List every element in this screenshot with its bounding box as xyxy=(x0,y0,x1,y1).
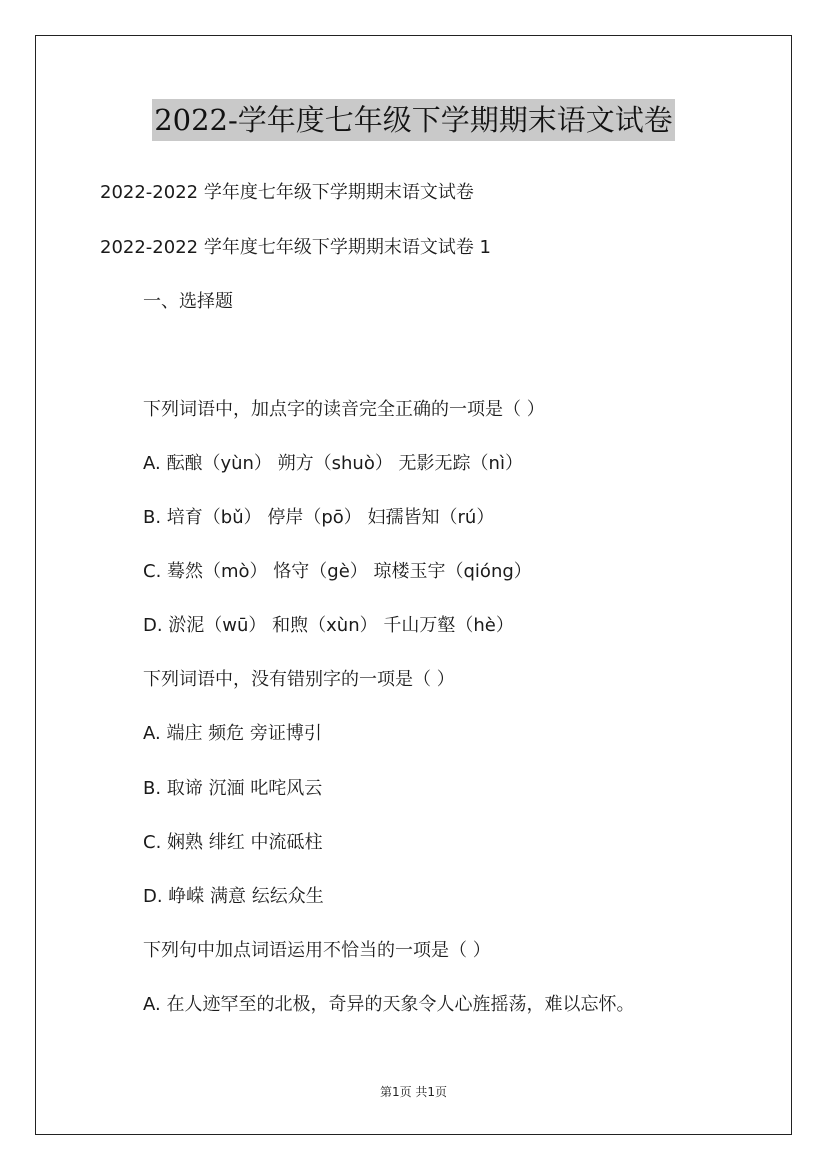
text-line-1: 2022-2022 学年度七年级下学期期末语文试卷 xyxy=(100,182,474,203)
question-2-option-d: D. 峥嵘 满意 纭纭众生 xyxy=(143,886,324,907)
question-1-option-b: B. 培育（bǔ） 停岸（pō） 妇孺皆知（rú） xyxy=(143,507,495,528)
question-1: 下列词语中，加点字的读音完全正确的一项是（ ） xyxy=(143,399,545,420)
question-1-option-d: D. 淤泥（wū） 和煦（xùn） 千山万壑（hè） xyxy=(143,615,514,636)
document-title-wrap xyxy=(0,99,827,141)
question-2-option-b: B. 取谛 沉湎 叱咤风云 xyxy=(143,778,323,799)
question-2: 下列词语中，没有错别字的一项是（ ） xyxy=(143,669,455,690)
question-1-option-c: C. 蓦然（mò） 恪守（gè） 琼楼玉宇（qióng） xyxy=(143,561,532,582)
section-heading: 一、选择题 xyxy=(143,291,233,312)
question-3-option-a: A. 在人迹罕至的北极，奇异的天象令人心旌摇荡，难以忘怀。 xyxy=(143,994,635,1015)
question-1-option-a: A. 酝酿（yùn） 朔方（shuò） 无影无踪（nì） xyxy=(143,453,523,474)
text-line-2: 2022-2022 学年度七年级下学期期末语文试卷 1 xyxy=(100,237,492,258)
question-2-option-c: C. 娴熟 绯红 中流砥柱 xyxy=(143,832,323,853)
document-title: 2022-学年度七年级下学期期末语文试卷 xyxy=(152,99,675,141)
question-2-option-a: A. 端庄 频危 旁证博引 xyxy=(143,723,322,744)
page-footer: 第1页 共1页 xyxy=(379,1085,448,1099)
question-3: 下列句中加点词语运用不恰当的一项是（ ） xyxy=(143,940,491,961)
